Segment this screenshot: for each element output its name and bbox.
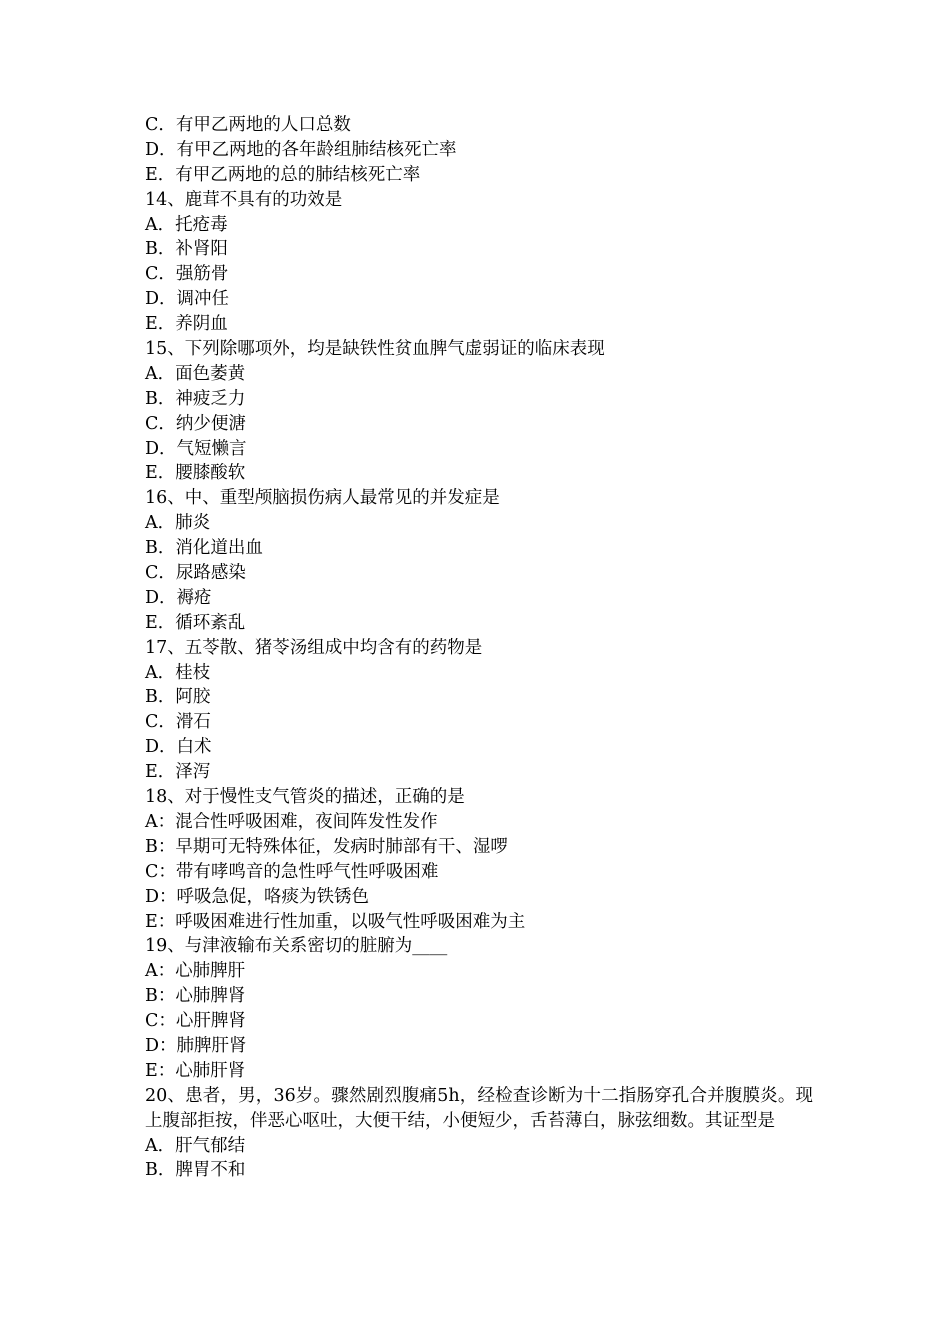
option-line: A：混合性呼吸困难，夜间阵发性发作 [145,811,438,832]
option-line: D．褥疮 [145,587,212,608]
question-line: 14、鹿茸不具有的功效是 [145,189,343,210]
option-line: B：心肺脾肾 [145,986,246,1007]
option-line: A．托疮毒 [145,214,228,235]
document-page [145,113,813,1183]
option-line: C．纳少便溏 [145,413,246,434]
question-line: 17、五苓散、猪苓汤组成中均含有的药物是 [145,637,483,658]
option-line: E．泽泻 [145,762,211,783]
question-paragraph: 20、患者，男，36岁。骤然剧烈腹痛5h，经检查诊断为十二指肠穿孔合并腹膜炎。现上腹部拒按，伴恶心呕吐，大便干结，小便短少，舌苔薄白，脉弦细数。其证型是 [145,1085,813,1131]
option-line: A：心肺脾肝 [145,961,246,982]
option-line: E：呼吸困难进行性加重，以吸气性呼吸困难为主 [145,911,526,932]
option-line: D．有甲乙两地的各年龄组肺结核死亡率 [145,139,457,160]
question-line: 18、对于慢性支气管炎的描述，正确的是 [145,787,465,808]
option-line: D．气短懒言 [145,438,247,459]
option-line: B：早期可无特殊体征，发病时肺部有干、湿啰 [145,836,508,857]
option-line: B．阿胶 [145,687,211,708]
option-line: D．调冲任 [145,289,230,310]
option-line: D．白术 [145,737,212,758]
option-line: E．腰膝酸软 [145,463,246,484]
option-line: C．有甲乙两地的人口总数 [145,115,351,135]
option-line: C：带有哮鸣音的急性呼气性呼吸困难 [145,861,439,882]
option-line: A．肝气郁结 [145,1135,246,1156]
option-line: B．神疲乏力 [145,388,246,409]
option-line: B．脾胃不和 [145,1160,246,1181]
option-line: D：呼吸急促，咯痰为铁锈色 [145,886,370,907]
option-line: B．消化道出血 [145,538,263,559]
option-line: C．尿路感染 [145,563,246,584]
option-line: A．面色萎黄 [145,363,246,384]
option-line: E．循环紊乱 [145,612,246,633]
option-line: E．养阴血 [145,314,228,335]
option-line: E．有甲乙两地的总的肺结核死亡率 [145,164,421,185]
question-line: 16、中、重型颅脑损伤病人最常见的并发症是 [145,488,500,509]
option-line: C．强筋骨 [145,264,229,285]
question-line: 15、下列除哪项外，均是缺铁性贫血脾气虚弱证的临床表现 [145,339,605,360]
option-line: C．滑石 [145,712,211,733]
option-line: C：心肝脾肾 [145,1011,246,1032]
question-line: 19、与津液输布关系密切的脏腑为____ [145,936,448,957]
option-line: E：心肺肝肾 [145,1060,246,1081]
option-line: A．桂枝 [145,662,211,683]
option-line: B．补肾阳 [145,239,228,260]
option-line: D：肺脾肝肾 [145,1035,247,1056]
option-line: A．肺炎 [145,513,211,534]
